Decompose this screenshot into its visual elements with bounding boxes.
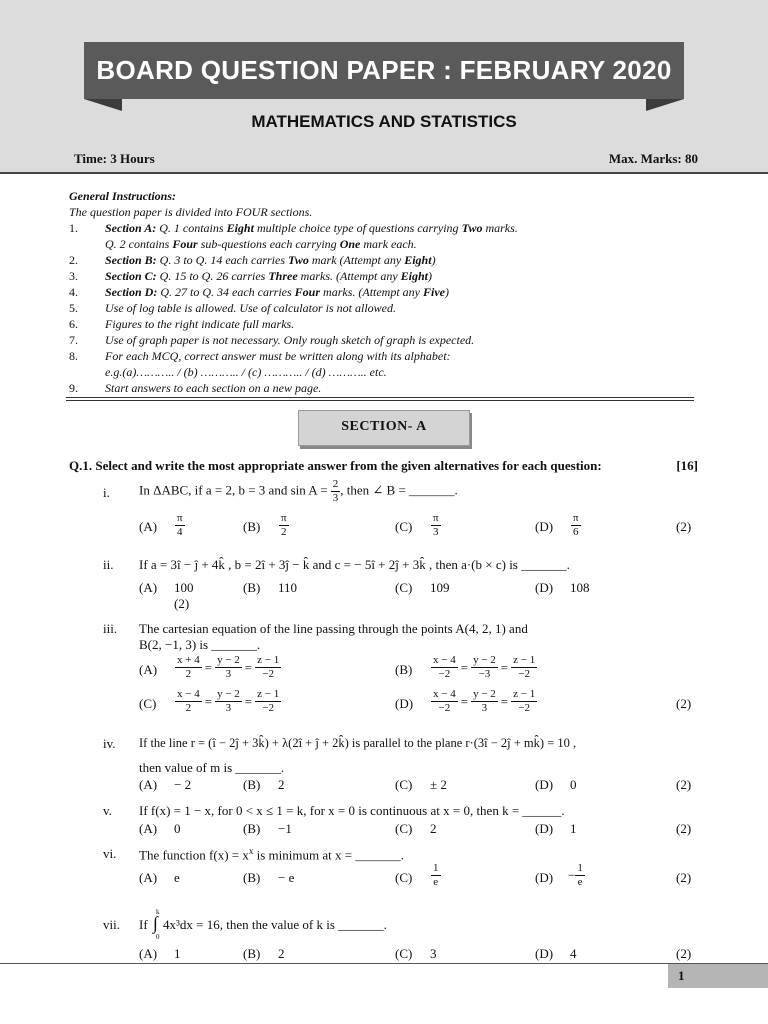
option-label: (D) [535,870,554,885]
fraction [255,654,281,681]
instruction-number: 9. [69,381,78,395]
option-value: 108 [570,580,590,595]
option-value: ± 2 [430,777,447,792]
instruction-item [69,380,699,396]
option-value: 1 [174,946,181,961]
equals-sign: = [204,693,213,709]
instruction-text: For each MCQ, correct answer must be written along with its alphabet: [105,349,451,363]
q-marks: (2) [676,870,692,885]
question-stem-line1: The cartesian equation of the line passing through the points A(4, 2, 1) and [139,621,528,636]
stem-text: 4x³dx = 16, then the value of k is _______. [163,917,387,932]
stem-text: The function f(x) = x [139,847,249,863]
instruction-number: 8. [69,349,78,363]
option-value: −1 [278,821,292,836]
option-label: (C) [139,696,157,711]
option-label: (B) [243,870,261,885]
instruction-text: Q. 2 contains Four sub-questions each carrying One mark each. [105,237,417,251]
q-marks: (2) [676,696,692,711]
option-label: (B) [243,946,261,961]
denominator: −2 [262,668,275,680]
instruction-item [69,348,699,364]
q-number: i. [103,485,110,500]
instruction-text: Use of graph paper is not necessary. Only rough sketch of graph is expected. [105,333,475,347]
denominator: 3 [481,702,488,714]
option-value: 2 [278,946,285,961]
numerator: z − 1 [257,654,280,666]
numerator: z − 1 [513,688,536,700]
ribbon-fold-left [84,99,122,111]
denominator: 3 [225,668,232,680]
equals-sign: = [244,693,253,709]
denominator: −2 [438,702,451,714]
option-value: 2 [430,821,437,836]
question-stem: If a = 3î − ĵ + 4k̂ , b = 2î + 3ĵ − k̂ and c = − 5î + 2ĵ + 3k̂ , then a·(b × c) is _______. [139,557,570,572]
page-number: 1 [668,964,768,988]
option-label: (A) [139,870,158,885]
instruction-number: 1. [69,221,78,235]
option-value: 1 [570,821,577,836]
option-label: (B) [243,777,261,792]
denominator: −2 [262,702,275,714]
option-label: (A) [139,662,158,677]
option-value: e [174,870,180,885]
fraction: $\frac{2}{3}$ [332,478,339,504]
option-value [571,512,581,539]
instruction-text: Section B: Q. 3 to Q. 14 each carries Two mark (Attempt any Eight) [105,253,436,267]
fraction [575,862,585,889]
numerator: y − 2 [473,654,496,666]
numerator: y − 2 [217,688,240,700]
max-marks-label: Max. Marks: 80 [608,151,698,166]
fraction [511,654,537,681]
fraction [215,688,242,715]
option-value: 109 [430,580,450,595]
instruction-text: Figures to the right indicate full marks. [105,317,295,331]
instruction-text: Use of log table is allowed. Use of calculator is not allowed. [105,301,396,315]
denominator: 6 [573,526,579,538]
instruction-item [69,332,699,348]
general-instructions [69,188,699,396]
option-label: (B) [243,519,261,534]
numerator: x + 4 [177,654,200,666]
fraction [431,512,441,539]
fraction [279,512,289,539]
numerator: x − 4 [433,654,456,666]
option-value [175,688,281,715]
fraction [175,688,202,715]
question-stem-line1: If the line r = (î − 2ĵ + 3k̂) + λ(2î + ĵ + 2k̂) is parallel to the plane r·(3î − 2ĵ + mk̂) = 10 , [139,736,577,750]
denominator: 3 [225,702,232,714]
numerator: π [573,512,579,524]
minus-sign: − [568,867,576,883]
q-number: iii. [103,621,118,636]
subject-title: MATHEMATICS AND STATISTICS [251,112,517,131]
q-number: vii. [103,917,120,932]
option-value [568,862,585,889]
integral-sign-icon: ∫ [153,913,158,933]
numerator: π [281,512,287,524]
denominator: 3 [433,526,439,538]
instruction-item [69,252,699,268]
q-number: vi. [103,846,117,861]
option-value: − 2 [174,777,192,792]
instruction-text: Section A: Q. 1 contains Eight multiple choice type of questions carrying Two marks. [105,221,518,235]
option-label: (C) [395,777,413,792]
q-number: ii. [103,557,114,572]
fraction [431,688,458,715]
instruction-text: Section D: Q. 27 to Q. 34 each carries Four marks. (Attempt any Five) [105,285,450,299]
integral-lower-limit: 0 [156,933,160,941]
option-label: (B) [243,580,261,595]
option-label: (A) [139,946,158,961]
numerator: 1 [577,862,583,874]
q-number: v. [103,803,112,818]
fraction [431,654,458,681]
numerator: x − 4 [433,688,456,700]
option-label: (D) [535,821,554,836]
equals-sign: = [500,659,509,675]
option-value: − e [278,870,295,885]
instruction-number: 2. [69,253,78,267]
q-marks: (2) [676,946,692,961]
instruction-item [69,236,699,252]
instruction-number: 7. [69,333,78,347]
fraction [471,654,498,681]
denominator: −2 [438,668,451,680]
title-ribbon [84,42,684,99]
question-stem [139,846,404,863]
superscript: x [248,846,254,856]
denominator: e [577,876,583,888]
instruction-item [69,220,699,236]
question-stem: If f(x) = 1 − x, for 0 < x ≤ 1 = k, for x = 0 is continuous at x = 0, then k = ______. [139,803,565,818]
fraction [571,512,581,539]
option-label: (C) [395,946,413,961]
instruction-number: 6. [69,317,78,331]
denominator: −2 [518,668,531,680]
numerator: 1 [433,862,439,874]
equals-sign: = [204,659,213,675]
instruction-number: 3. [69,269,78,283]
paper-title: BOARD QUESTION PAPER : FEBRUARY 2020 [96,55,672,85]
option-label: (B) [243,821,261,836]
numerator: z − 1 [257,688,280,700]
fraction [511,688,537,715]
option-value: 100 [174,580,194,595]
option-value [175,654,281,681]
equals-sign: = [460,693,469,709]
denominator: 2 [281,526,287,538]
option-value: 0 [570,777,577,792]
option-label: (A) [139,821,158,836]
numerator: π [433,512,439,524]
instruction-item [69,268,699,284]
stem-text: In ΔABC, if a = 2, b = 3 and sin A = [139,482,331,498]
option-value [175,512,185,539]
q-marks: (2) [676,777,692,792]
numerator: x − 4 [177,688,200,700]
fraction [175,654,202,681]
option-value: 110 [278,580,298,595]
denominator: 2 [185,668,192,680]
integral-upper-limit: k [156,908,160,916]
fraction [471,688,498,715]
numerator: π [177,512,183,524]
q1-marks: [16] [676,458,698,473]
instructions-intro: The question paper is divided into FOUR sections. [69,205,313,219]
fraction [255,688,281,715]
q-number: iv. [103,736,116,751]
stem-text: If [139,917,148,932]
option-label: (C) [395,519,413,534]
option-value [431,862,441,889]
stem-text: is minimum at x = _______. [253,847,405,863]
instruction-text: Start answers to each section on a new page. [105,381,322,395]
option-label: (C) [395,870,413,885]
option-label: (D) [535,946,554,961]
instruction-item [69,300,699,316]
option-label: (A) [139,580,158,595]
option-label: (C) [395,580,413,595]
equals-sign: = [244,659,253,675]
question-stem [139,478,458,505]
option-value [431,512,441,539]
denominator: 4 [177,526,183,538]
option-label: (D) [395,696,414,711]
time-label: Time: 3 Hours [74,151,155,166]
option-label: (B) [395,662,413,677]
stem-text: , then ∠ B = _______. [340,482,458,498]
option-label: (D) [535,777,554,792]
instruction-item [69,284,699,300]
equals-sign: = [500,693,509,709]
option-value [431,654,537,681]
numerator: z − 1 [513,654,536,666]
q-marks: (2) [174,596,190,611]
instruction-item [69,364,699,380]
q1-instruction: Q.1. Select and write the most appropriate answer from the given alternatives for each question: [69,458,602,473]
option-value: 2 [278,777,285,792]
instruction-number: 4. [69,285,78,299]
option-label: (D) [535,580,554,595]
numerator: y − 2 [473,688,496,700]
option-value: 0 [174,821,181,836]
q-marks: (2) [676,519,692,534]
denominator: −3 [478,668,491,680]
section-label: SECTION- A [298,410,470,446]
question-stem-line2: B(2, −1, 3) is _______. [139,637,261,652]
option-value [279,512,289,539]
ribbon-fold-right [646,99,684,111]
denominator: e [433,876,439,888]
footer-divider [0,963,768,964]
option-label: (A) [139,777,158,792]
instruction-number: 5. [69,301,78,315]
fraction [215,654,242,681]
divider [66,397,694,401]
option-label: (D) [535,519,554,534]
option-label: (A) [139,519,158,534]
denominator: −2 [518,702,531,714]
denominator: 2 [185,702,192,714]
equals-sign: = [460,659,469,675]
instruction-text: Section C: Q. 15 to Q. 26 carries Three marks. (Attempt any Eight) [105,269,433,283]
fraction [175,512,185,539]
q-marks: (2) [676,821,692,836]
numerator: y − 2 [217,654,240,666]
instructions-heading: General Instructions: [69,189,177,203]
instruction-item [69,316,699,332]
option-value [431,688,537,715]
fraction [431,862,441,889]
instruction-text: e.g.(a)……….. / (b) ……….. / (c) ……….. / (d) ……….. etc. [105,365,387,379]
option-label: (C) [395,821,413,836]
question-stem-line2: then value of m is _______. [139,760,285,775]
option-value: 3 [430,946,437,961]
option-value: 4 [570,946,577,961]
